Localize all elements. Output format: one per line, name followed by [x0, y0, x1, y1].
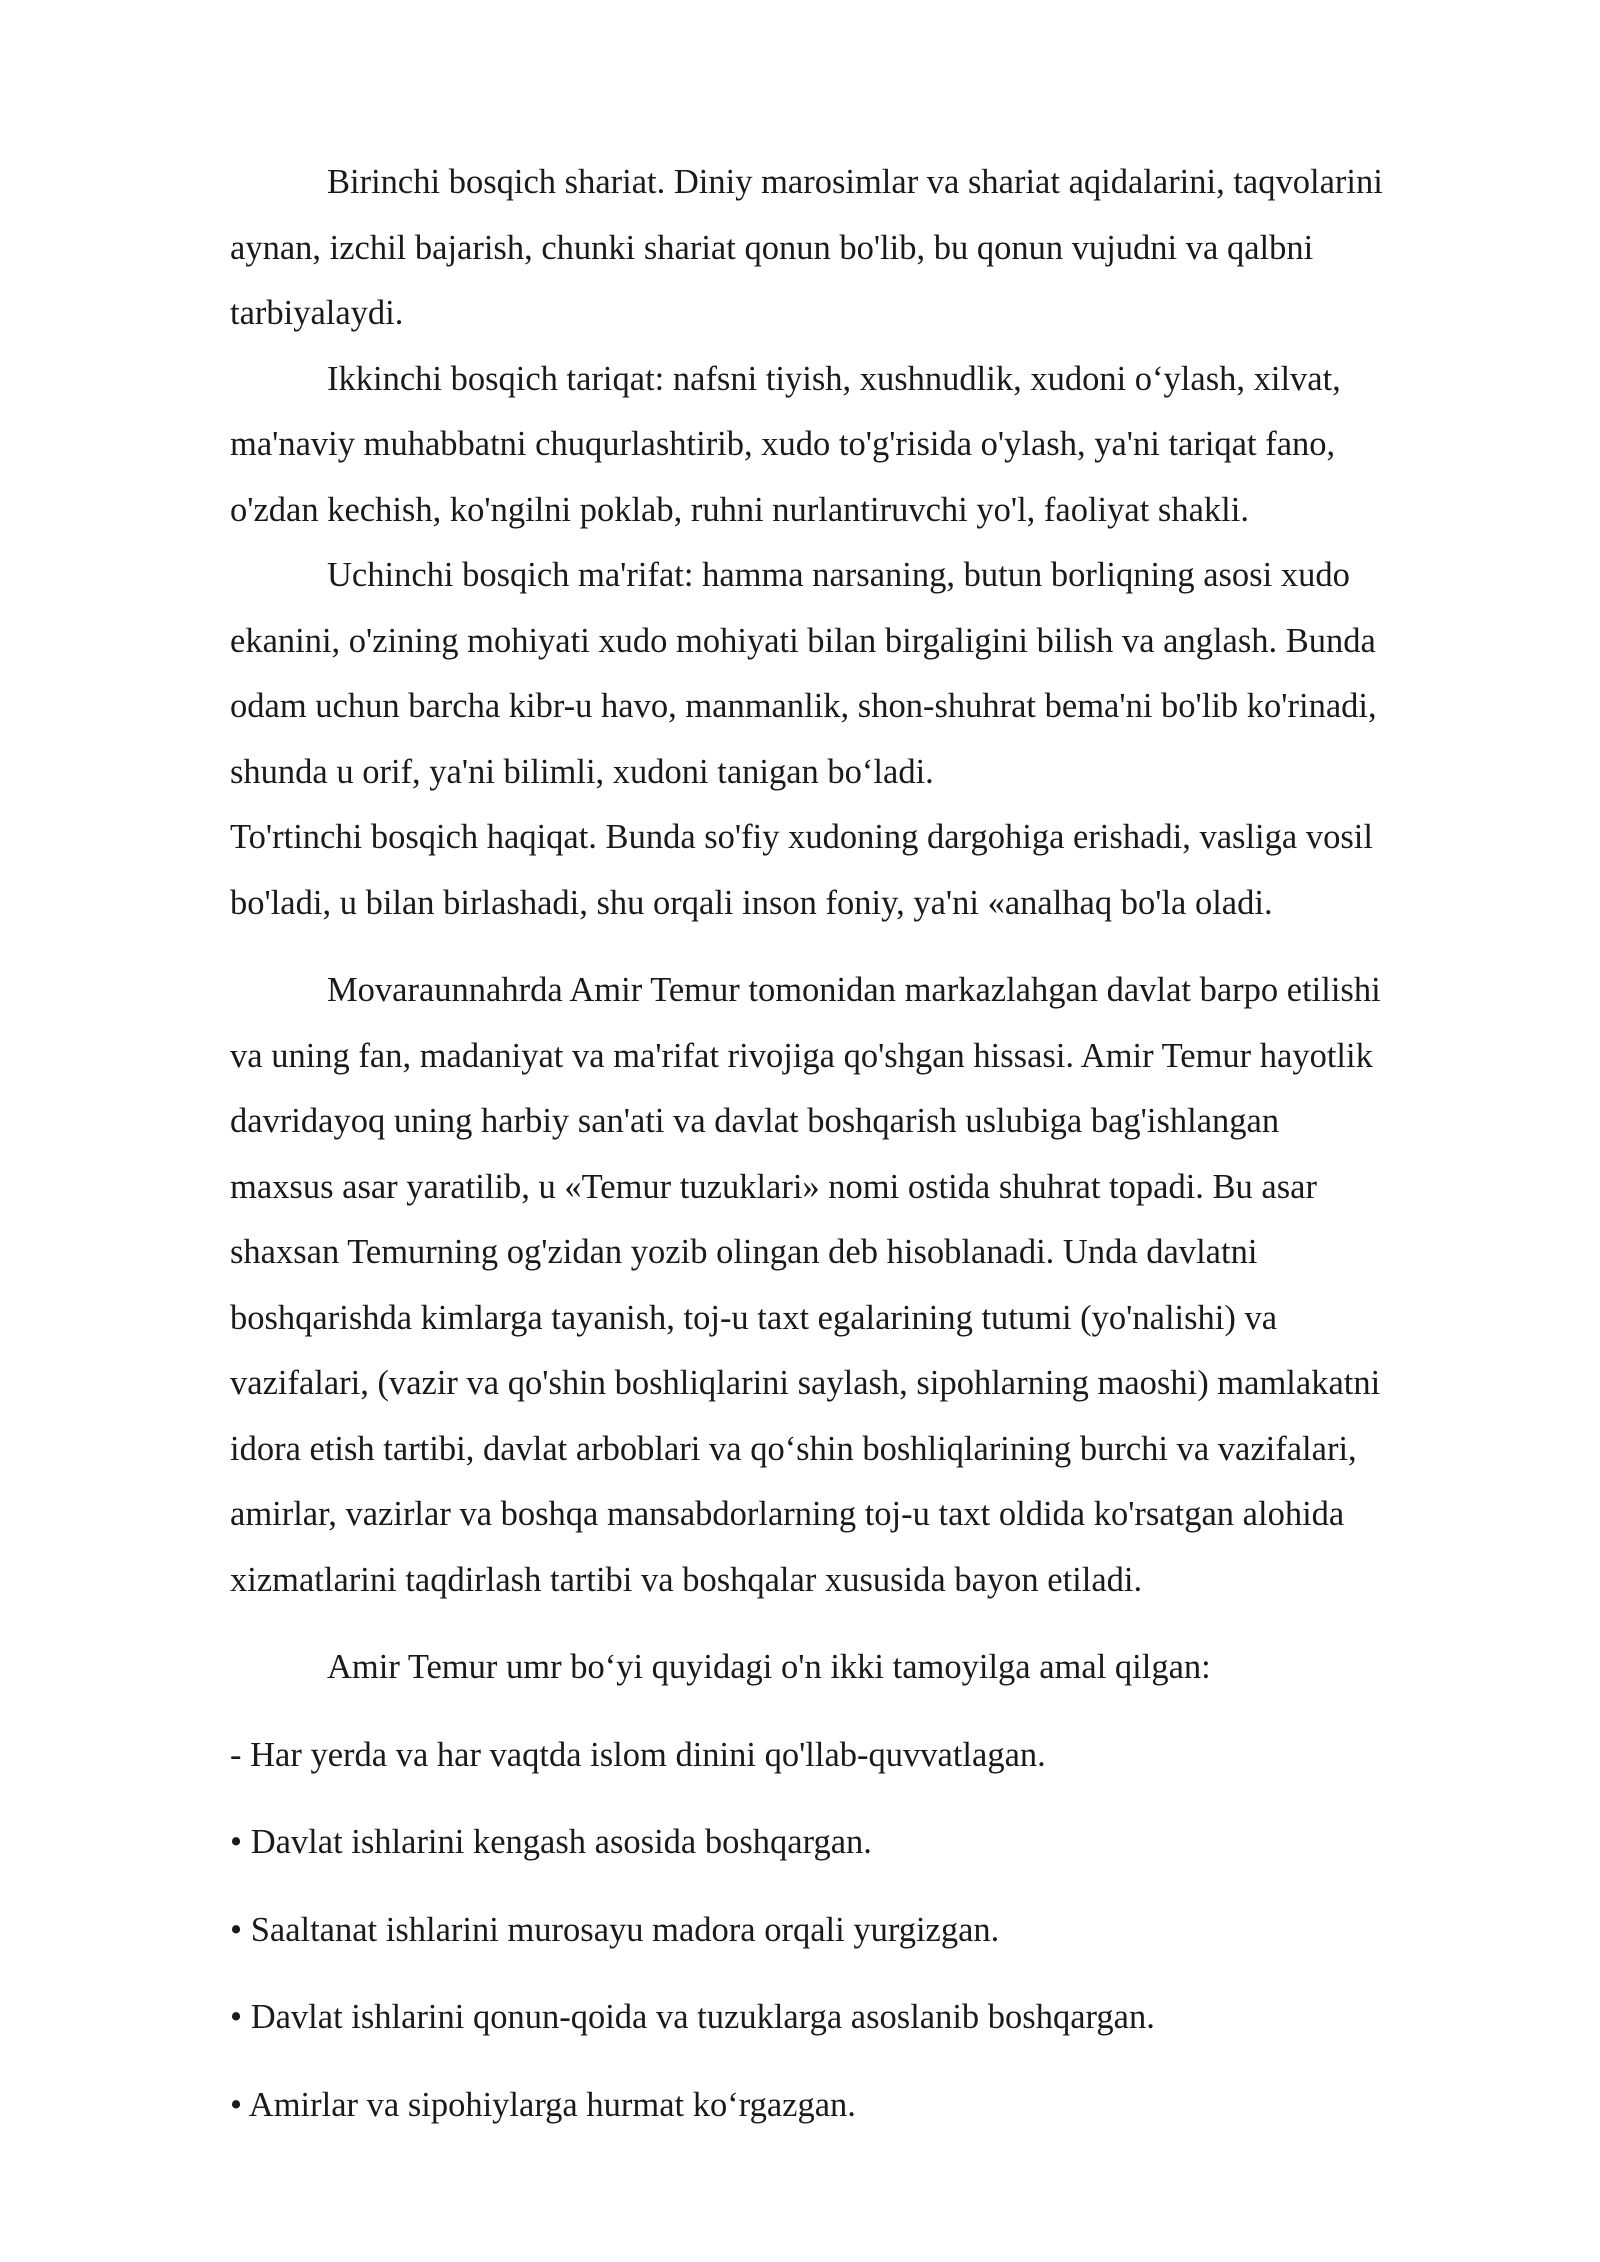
paragraph-spacer	[230, 2051, 1500, 2073]
text-line: va uning fan, madaniyat va ma'rifat rivojiga qo'shgan hissasi. Amir Temur hayotlik	[230, 1036, 1373, 1075]
text-line: To'rtinchi bosqich haqiqat. Bunda so'fiy xudoning dargohiga erishadi, vasliga vosil	[230, 818, 1373, 856]
text-line: aynan, izchil bajarish, chunki shariat qonun bo'lib, bu qonun vujudni va qalbni	[230, 228, 1314, 267]
text-line: tarbiyalaydi.	[230, 294, 404, 332]
paragraph-marifat	[230, 543, 1500, 805]
paragraph-spacer	[230, 936, 1500, 958]
paragraph-haqiqat	[230, 805, 1500, 936]
text-line: Movaraunnahrda Amir Temur tomonidan markazlahgan davlat barpo etilishi	[327, 971, 1381, 1009]
text-line: ekanini, o'zining mohiyati xudo mohiyati bilan birgaligini bilish va anglash. Bunda	[230, 621, 1376, 660]
paragraph-spacer	[230, 1701, 1500, 1723]
text-line: xizmatlarini taqdirlash tartibi va boshqalar xususida bayon etiladi.	[230, 1560, 1143, 1599]
text-line: Uchinchi bosqich ma'rifat: hamma narsaning, butun borliqning asosi xudo	[327, 556, 1350, 594]
paragraph-shariat	[230, 150, 1500, 347]
list-item: • Davlat ishlarini qonun-qoida va tuzuklarga asoslanib boshqargan.	[230, 1998, 1155, 2036]
text-line: o'zdan kechish, ko'ngilni poklab, ruhni nurlantiruvchi yo'l, faoliyat shakli.	[230, 490, 1249, 529]
text-line: Birinchi bosqich shariat. Diniy marosimlar va shariat aqidalarini, taqvolarini	[327, 163, 1383, 201]
list-item: • Saaltanat ishlarini murosayu madora orqali yurgizgan.	[230, 1910, 1000, 1949]
text-line: odam uchun barcha kibr-u havo, manmanlik, shon-shuhrat bema'ni bo'lib ko'rinadi,	[230, 687, 1377, 725]
text-line: idora etish tartibi, davlat arboblari va qo‘shin boshliqlarining burchi va vazifalari,	[230, 1429, 1357, 1468]
document-page	[230, 150, 1500, 2138]
list-item: • Amirlar va sipohiylarga hurmat ko‘rgazgan.	[230, 2085, 856, 2124]
text-line: maxsus asar yaratilib, u «Temur tuzuklari» nomi ostida shuhrat topadi. Bu asar	[230, 1167, 1317, 1206]
text-line: shunda u orif, ya'ni bilimli, xudoni tanigan bo‘ladi.	[230, 752, 934, 791]
paragraph-spacer	[230, 1788, 1500, 1810]
paragraph-spacer	[230, 1963, 1500, 1985]
text-line: shaxsan Temurning og'zidan yozib olingan deb hisoblanadi. Unda davlatni	[230, 1233, 1258, 1271]
text-line: davridayoq uning harbiy san'ati va davlat boshqarish uslubiga bag'ishlangan	[230, 1102, 1280, 1140]
text-line: bo'ladi, u bilan birlashadi, shu orqali inson foniy, ya'ni «analhaq bo'la oladi.	[230, 883, 1273, 922]
list-item: - Har yerda va har vaqtda islom dinini qo'llab-quvvatlagan.	[230, 1735, 1046, 1774]
text-line: vazifalari, (vazir va qo'shin boshliqlarini saylash, sipohlarning maoshi) mamlakatni	[230, 1364, 1381, 1402]
text-line: amirlar, vazirlar va boshqa mansabdorlarning toj-u taxt oldida ko'rsatgan alohida	[230, 1495, 1345, 1533]
principles-intro: Amir Temur umr bo‘yi quyidagi o'n ikki tamoyilga amal qilgan:	[327, 1648, 1211, 1686]
paragraph-amir-temur	[230, 958, 1500, 1613]
text-line: Ikkinchi bosqich tariqat: nafsni tiyish, xushnudlik, xudoni o‘ylash, xilvat,	[327, 359, 1341, 398]
text-line: ma'naviy muhabbatni chuqurlashtirib, xudo to'g'risida o'ylash, ya'ni tariqat fano,	[230, 425, 1336, 463]
paragraph-tariqat	[230, 347, 1500, 544]
text-line: boshqarishda kimlarga tayanish, toj-u taxt egalarining tutumi (yo'nalishi) va	[230, 1298, 1278, 1337]
list-item: • Davlat ishlarini kengash asosida boshqargan.	[230, 1823, 872, 1861]
paragraph-spacer	[230, 1876, 1500, 1898]
paragraph-spacer	[230, 1613, 1500, 1635]
